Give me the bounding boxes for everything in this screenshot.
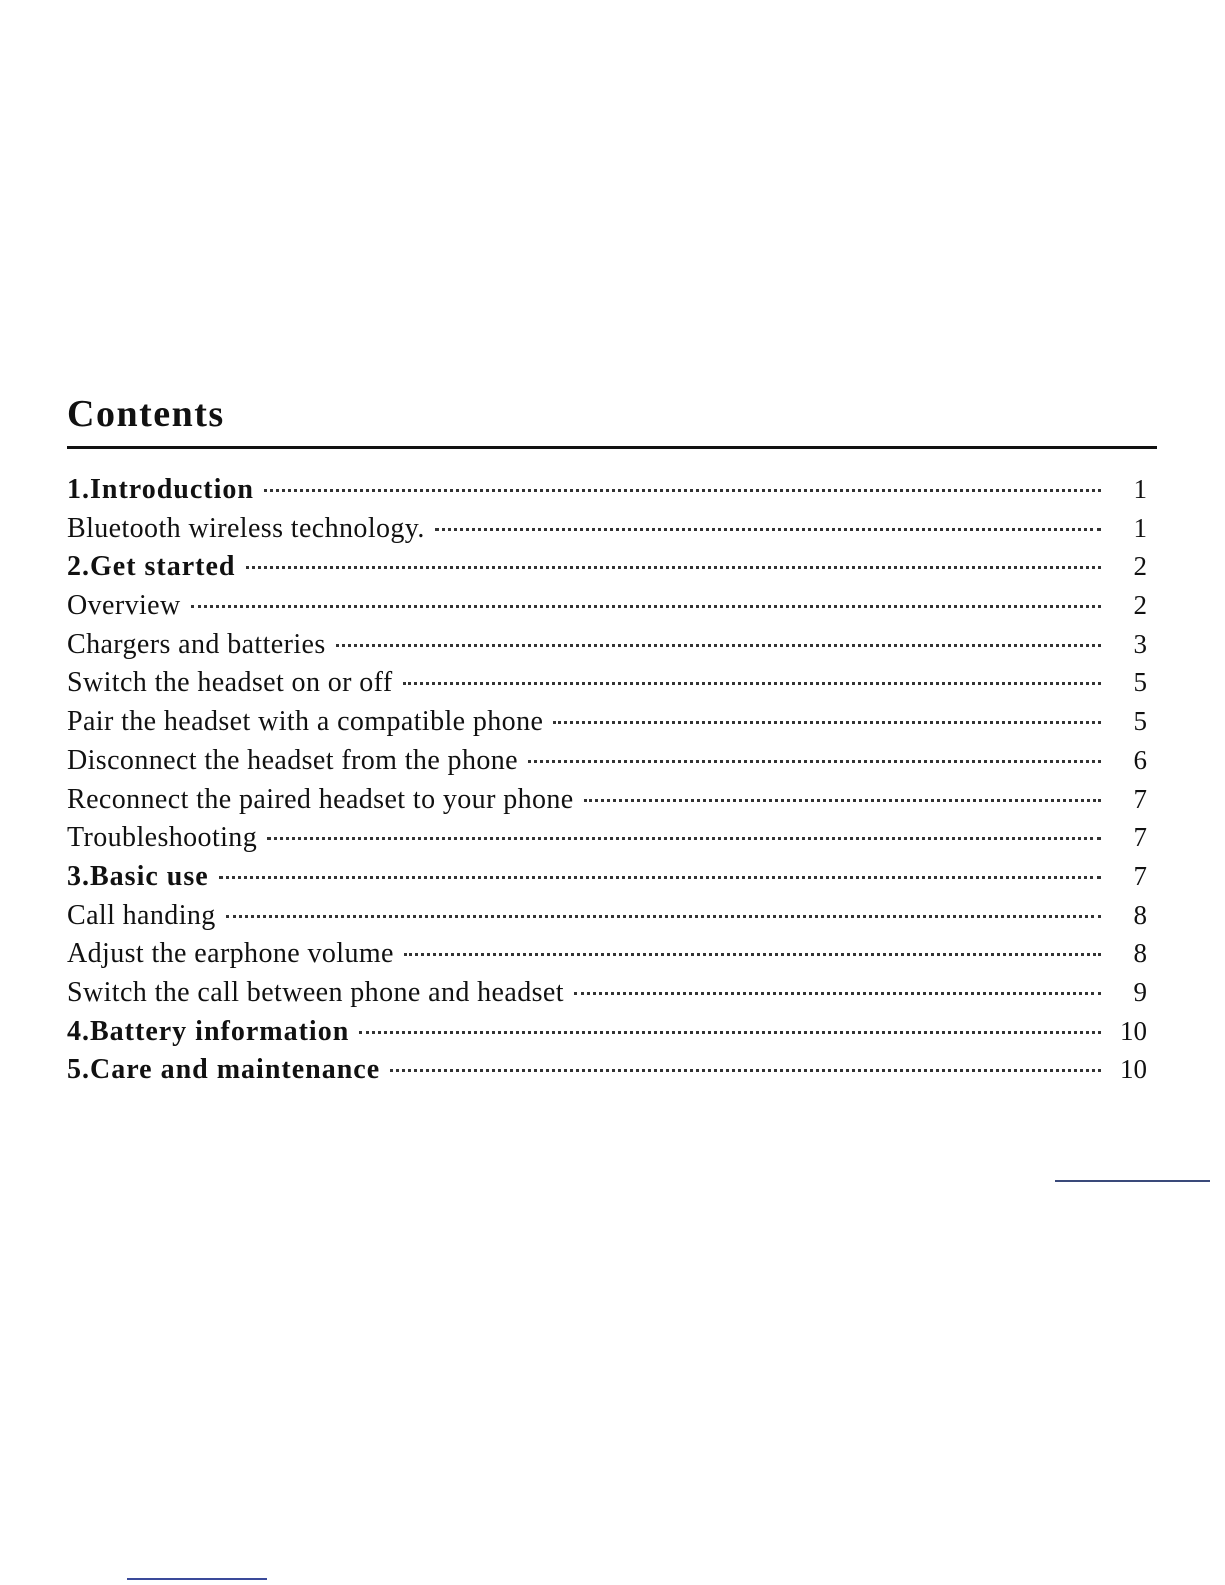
toc-entry-page: 1 (1133, 512, 1147, 543)
toc-entry-page: 6 (1133, 744, 1147, 775)
toc-entry-basic-use[interactable] (67, 857, 1147, 896)
toc-entry-page: 10 (1120, 1054, 1147, 1085)
dot-leader (246, 566, 1101, 569)
dot-leader (553, 721, 1101, 724)
toc-entry-label: Chargers and batteries (67, 628, 326, 660)
dot-leader (264, 489, 1101, 492)
dot-leader (226, 915, 1101, 918)
toc-entry-adjust-earphone-volume[interactable] (67, 934, 1147, 973)
toc-entry-page: 10 (1120, 1015, 1147, 1046)
toc-entry-label: Reconnect the paired headset to your phone (67, 783, 574, 815)
toc-entry-page: 2 (1133, 590, 1147, 621)
toc-entry-chargers-and-batteries[interactable] (67, 625, 1147, 664)
toc-entry-disconnect-headset[interactable] (67, 741, 1147, 780)
toc-entry-switch-call[interactable] (67, 973, 1147, 1012)
dot-leader (528, 760, 1101, 763)
dot-leader (336, 644, 1101, 647)
dot-leader (584, 799, 1101, 802)
toc-entry-label: 1.Introduction (67, 474, 254, 505)
toc-entry-get-started[interactable] (67, 547, 1147, 586)
toc-entry-page: 5 (1133, 667, 1147, 698)
dot-leader (359, 1031, 1101, 1034)
toc-entry-troubleshooting[interactable] (67, 818, 1147, 857)
dot-leader (404, 953, 1101, 956)
toc-entry-overview[interactable] (67, 586, 1147, 625)
toc-entry-page: 7 (1133, 822, 1147, 853)
toc-entry-label: Adjust the earphone volume (67, 938, 394, 970)
dot-leader (267, 837, 1101, 840)
toc-entry-page: 7 (1133, 860, 1147, 891)
toc-entry-page: 9 (1133, 976, 1147, 1007)
table-of-contents (67, 470, 1147, 1089)
toc-entry-label: 3.Basic use (67, 860, 209, 892)
toc-entry-page: 2 (1133, 551, 1147, 582)
toc-entry-care-and-maintenance[interactable] (67, 1050, 1147, 1089)
dot-leader (219, 876, 1101, 879)
toc-entry-battery-information[interactable] (67, 1012, 1147, 1051)
page-title: Contents (67, 393, 225, 435)
toc-entry-pair-headset[interactable] (67, 702, 1147, 741)
toc-entry-label: Call handing (67, 899, 216, 931)
toc-entry-switch-headset-on-off[interactable] (67, 663, 1147, 702)
dot-leader (403, 682, 1101, 685)
toc-entry-call-handing[interactable] (67, 896, 1147, 935)
toc-entry-page: 7 (1133, 783, 1147, 814)
dot-leader (574, 992, 1101, 995)
toc-entry-page: 1 (1133, 474, 1147, 504)
toc-entry-reconnect-headset[interactable] (67, 780, 1147, 819)
toc-entry-label: Troubleshooting (67, 822, 258, 854)
toc-entry-page: 8 (1133, 938, 1147, 969)
toc-entry-bluetooth-wireless-technology[interactable] (67, 509, 1147, 548)
toc-entry-label: Bluetooth wireless technology. (67, 512, 425, 544)
toc-entry-label: 4.Battery information (67, 1015, 350, 1047)
toc-entry-page: 8 (1133, 899, 1147, 930)
toc-entry-page: 5 (1133, 706, 1147, 737)
dot-leader (390, 1069, 1101, 1072)
toc-entry-label: Disconnect the headset from the phone (67, 744, 518, 776)
toc-entry-label: Pair the headset with a compatible phone (67, 706, 544, 738)
dot-leader (435, 528, 1101, 531)
toc-entry-label: 5.Care and maintenance (67, 1054, 381, 1086)
toc-entry-label: Switch the headset on or off (67, 667, 393, 699)
scan-edge-rule-bottom (127, 1578, 267, 1580)
toc-entry-label: 2.Get started (67, 551, 236, 583)
toc-entry-page: 3 (1133, 628, 1147, 659)
dot-leader (191, 605, 1101, 608)
toc-entry-introduction[interactable] (67, 470, 1147, 509)
title-divider (67, 446, 1157, 449)
toc-entry-label: Switch the call between phone and headset (67, 976, 564, 1008)
scan-edge-rule-right (1055, 1180, 1210, 1182)
toc-entry-label: Overview (67, 590, 181, 622)
